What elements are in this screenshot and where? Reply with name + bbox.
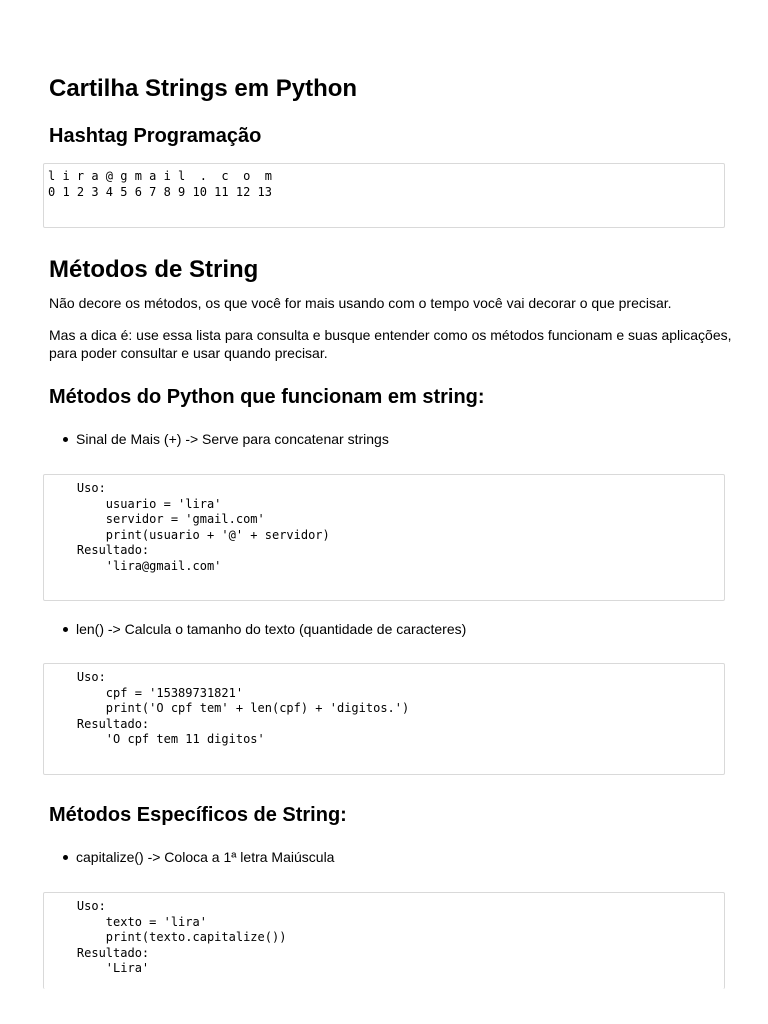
string-chars-line: l i r a @ g m a i l . c o m [48,169,272,183]
metodos-de-string-heading: Métodos de String [49,256,259,283]
list-item-text: len() -> Calcula o tamanho do texto (quantidade de caracteres) [76,621,467,637]
code-block [43,892,725,989]
bullet-dot [63,855,68,860]
code-block [43,663,725,775]
code-block [43,474,725,601]
string-index-code-block [43,163,725,228]
page-title: Cartilha Strings em Python [49,75,358,102]
intro-paragraph-1: Não decore os métodos, os que você for mais usando com o tempo você vai decorar o que precisar. [49,295,672,311]
bullet-dot [63,437,68,442]
code-text: Uso: usuario = 'lira' servidor = 'gmail.com' print(usuario + '@' + servidor) Resultado: 'lira@gmail.com' [76,481,330,573]
intro-paragraph-2-line-2: para poder consultar e usar quando precisar. [49,345,328,361]
python-methods-heading: Métodos do Python que funcionam em string: [49,386,485,408]
string-indexes-line: 0 1 2 3 4 5 6 7 8 9 10 11 12 13 [48,185,272,199]
specific-methods-heading: Métodos Específicos de String: [49,804,347,826]
code-text: Uso: cpf = '15389731821' print('O cpf tem' + len(cpf) + 'digitos.') Resultado: 'O cpf tem 11 digitos' [76,670,410,746]
page-subtitle: Hashtag Programação [49,125,262,147]
intro-paragraph-2-line-1: Mas a dica é: use essa lista para consulta e busque entender como os métodos funcionam e suas aplicações, [49,327,732,343]
list-item-text: Sinal de Mais (+) -> Serve para concatenar strings [76,431,389,447]
bullet-dot [63,627,68,632]
list-item-text: capitalize() -> Coloca a 1ª letra Maiúscula [76,849,335,865]
code-text: Uso: texto = 'lira' print(texto.capitalize()) Resultado: 'Lira' [76,899,287,975]
